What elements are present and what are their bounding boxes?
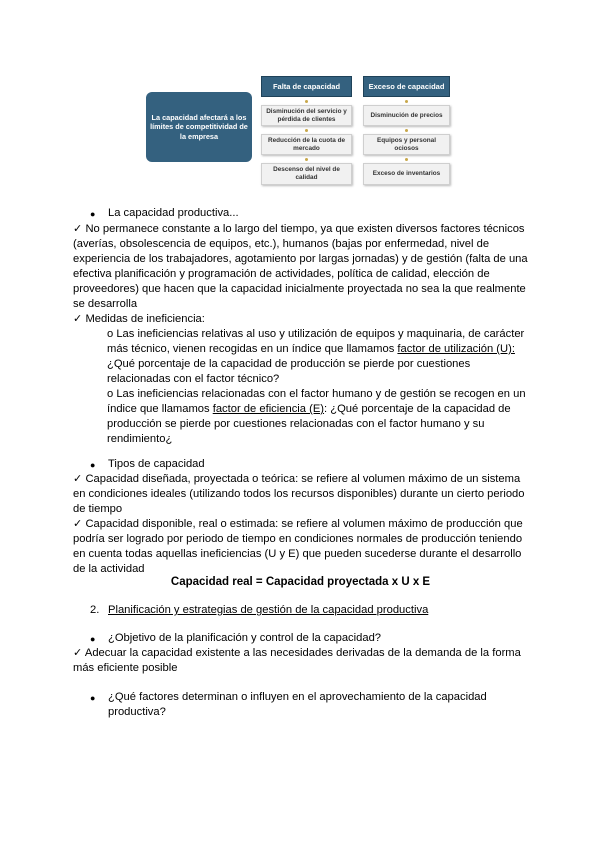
diagram-left-header: Falta de capacidad — [261, 76, 352, 97]
diagram-right-item: Exceso de inventarios — [363, 163, 450, 185]
bullet-text: Tipos de capacidad — [108, 458, 205, 470]
paragraph-line: de la actividad — [73, 563, 145, 575]
diagram-right-item: Equipos y personal ociosos — [363, 134, 450, 155]
paragraph-line: rendimiento¿ — [107, 433, 173, 445]
bullet-icon: ● — [90, 634, 96, 644]
diagram-left-item: Disminución del servicio y pérdida de clientes — [261, 105, 352, 126]
paragraph-line: ✓ Adecuar la capacidad existente a las necesidades derivadas de la demanda de la forma — [73, 647, 521, 659]
text-span: más técnico, vienen recogidas en un índice que llamamos — [107, 343, 398, 355]
efficiency-factor-term: factor de eficiencia (E) — [212, 403, 325, 415]
bullet-text: productiva? — [108, 706, 166, 718]
connector-dot — [405, 158, 408, 161]
section-number: 2. — [90, 604, 100, 616]
text-span: índice que llamamos — [107, 403, 213, 415]
diagram-right-item: Disminución de precios — [363, 105, 450, 126]
capacity-diagram — [140, 72, 460, 192]
section-title: Planificación y estrategias de gestión de la capacidad productiva — [108, 604, 429, 616]
diagram-main-box: La capacidad afectará a los límites de competitividad de la empresa — [146, 92, 252, 162]
paragraph-line: ✓ No permanece constante a lo largo del tiempo, ya que existen diversos factores técnicos — [73, 223, 525, 235]
bullet-text: ¿Qué factores determinan o influyen en el aprovechamiento de la capacidad — [108, 691, 487, 703]
paragraph-line: ✓ Capacidad diseñada, proyectada o teórica: se refiere al volumen máximo de un sistema — [73, 473, 521, 485]
bullet-icon: ● — [90, 460, 96, 470]
connector-dot — [405, 100, 408, 103]
paragraph-line — [107, 342, 528, 357]
diagram-left-item: Reducción de la cuota de mercado — [261, 134, 352, 155]
diagram-right-header: Exceso de capacidad — [363, 76, 450, 97]
paragraph-line: se desarrolla — [73, 298, 138, 310]
utilization-factor-term: factor de utilización (U): — [397, 343, 515, 355]
paragraph-line: efectiva planificación y programación de actividades, política de calidad, elección de — [73, 268, 490, 280]
capacity-formula: Capacidad real = Capacidad proyectada x U x E — [170, 576, 431, 588]
connector-dot — [305, 158, 308, 161]
paragraph-line — [107, 402, 528, 417]
paragraph-line: o Las ineficiencias relacionadas con el factor humano y de gestión se recogen en un — [107, 388, 526, 400]
connector-dot — [305, 100, 308, 103]
paragraph-line: podría ser logrado por periodo de tiempo en condiciones normales de producción teniendo — [73, 533, 523, 545]
measures-title: ✓ Medidas de ineficiencia: — [73, 313, 205, 325]
diagram-left-item: Descenso del nivel de calidad — [261, 163, 352, 185]
paragraph-line: en cuenta todas aquellas ineficiencias (U y E) que pueden sucederse durante el desarrollo — [73, 548, 522, 560]
paragraph-line: más eficiente posible — [73, 662, 178, 674]
paragraph-line: producción se pierde por cuestiones relacionadas con el factor humano y su — [107, 418, 485, 430]
paragraph-line: de tiempo — [73, 503, 123, 515]
bullet-text: La capacidad productiva... — [108, 207, 239, 219]
paragraph-line: (averías, obsolescencia de equipos, etc.), humanos (bajas por enfermedad, nivel de — [73, 238, 490, 250]
paragraph-line: o Las ineficiencias relativas al uso y utilización de equipos y maquinaria, de carácter — [107, 328, 525, 340]
paragraph-line: relacionadas con el factor técnico? — [107, 373, 280, 385]
paragraph-line: proveedores) que hacen que la capacidad inicialmente proyectada no sea la que realmente — [73, 283, 526, 295]
connector-dot — [405, 129, 408, 132]
connector-dot — [305, 129, 308, 132]
paragraph-line: en condiciones ideales (utilizando todos los recursos disponibles) durante un cierto periodo — [73, 488, 525, 500]
bullet-icon: ● — [90, 209, 96, 219]
paragraph-line: ¿Qué porcentaje de la capacidad de producción se pierde por cuestiones — [107, 358, 471, 370]
bullet-text: ¿Objetivo de la planificación y control de la capacidad? — [108, 632, 382, 644]
paragraph-line: experiencia de los trabajadores, agotamiento por largas jornadas) y de gestión (falta de una — [73, 253, 528, 265]
text-span: : ¿Qué porcentaje de la capacidad de — [324, 403, 511, 415]
paragraph-line: ✓ Capacidad disponible, real o estimada: se refiere al volumen máximo de producción que — [73, 518, 523, 530]
bullet-icon: ● — [90, 693, 96, 703]
